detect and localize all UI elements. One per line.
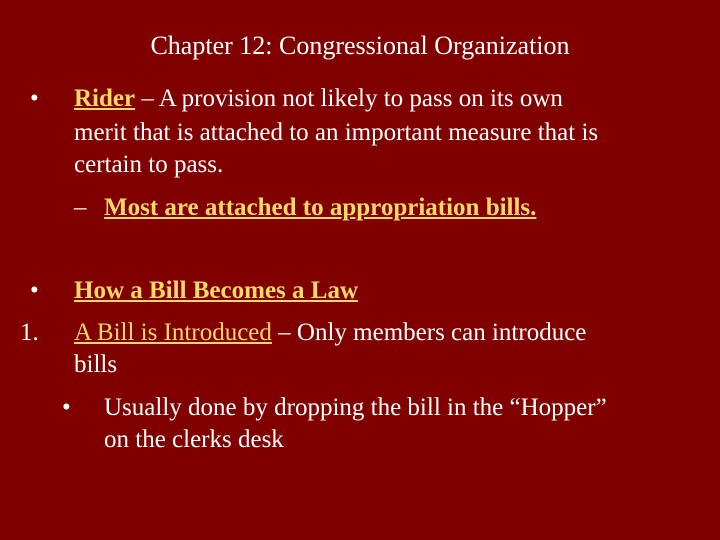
bullet-rider-line1 xyxy=(74,84,563,114)
bill-law-heading-text: How a Bill Becomes a Law xyxy=(74,277,359,304)
appropriation-note: Most are attached to appropriation bills. xyxy=(104,194,537,221)
step1-line2: bills xyxy=(74,351,118,378)
hopper-note-line1: Usually done by dropping the bill in the “Hopper” xyxy=(104,394,607,421)
hopper-note-line2: on the clerks desk xyxy=(104,426,284,453)
bullet-marker: • xyxy=(30,85,39,112)
bill-introduced-term: A Bill is Introduced xyxy=(74,319,272,346)
rider-definition-start: – A provision not likely to pass on its own xyxy=(135,85,563,112)
rider-term: Rider xyxy=(74,85,136,112)
step1-line1 xyxy=(74,318,586,348)
bullet-marker: • xyxy=(30,277,39,304)
slide-title: Chapter 12: Congressional Organization xyxy=(150,31,570,60)
rider-definition-line3: certain to pass. xyxy=(74,151,224,178)
rider-definition-line2: merit that is attached to an important measure that is xyxy=(74,119,599,146)
rider-subpoint xyxy=(104,193,536,223)
sub-bullet-marker: • xyxy=(62,394,71,421)
step1-text-start: – Only members can introduce xyxy=(271,319,587,346)
sub-dash-marker: – xyxy=(74,194,87,221)
bill-law-heading xyxy=(74,276,358,306)
step-number: 1. xyxy=(20,319,39,346)
